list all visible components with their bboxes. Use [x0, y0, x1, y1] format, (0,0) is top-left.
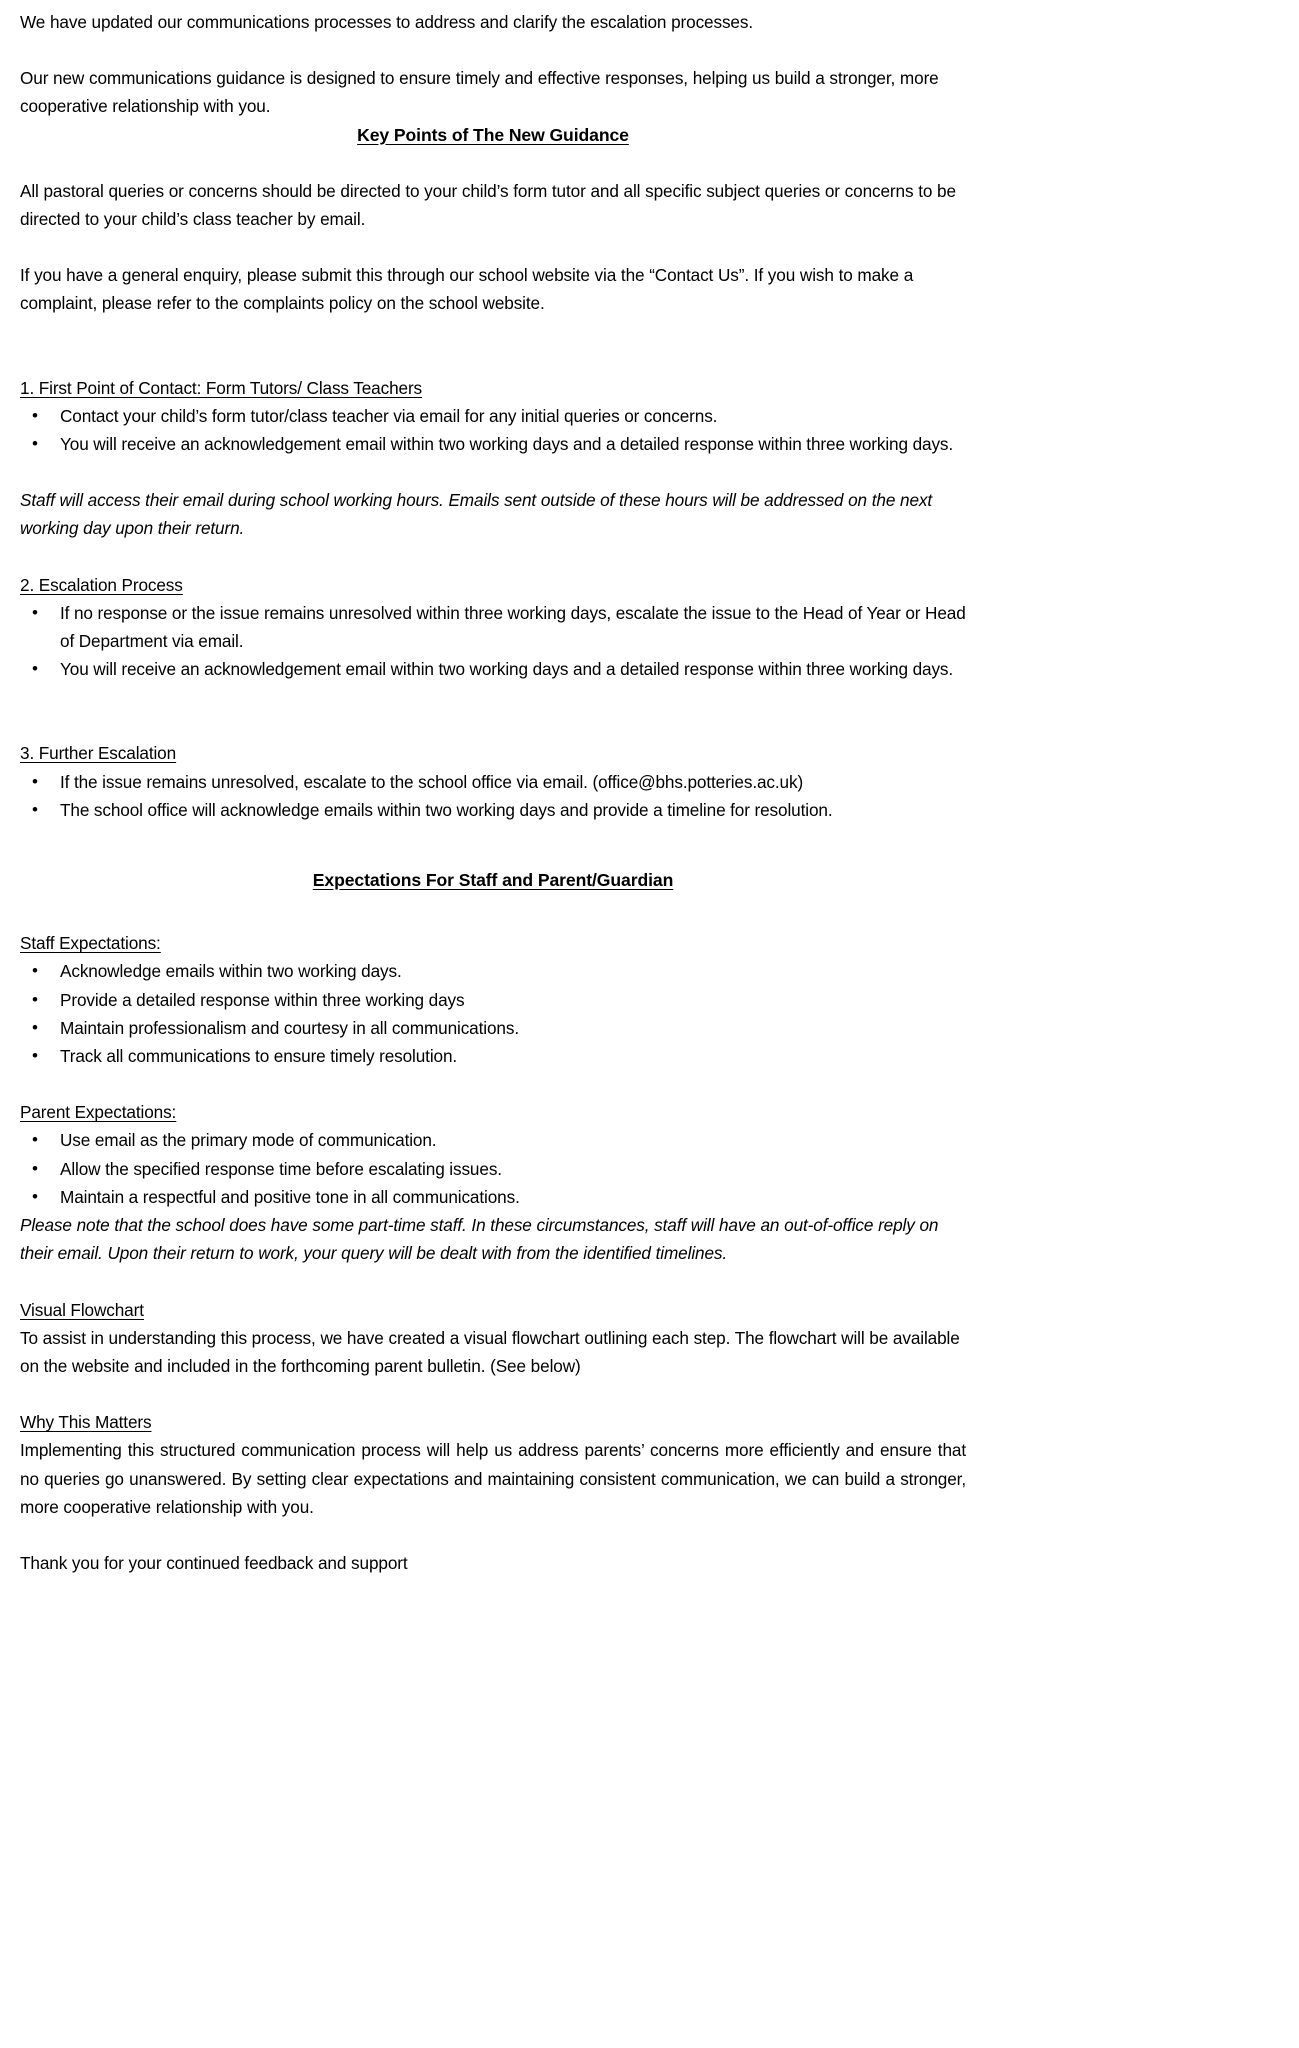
list-item-text: Allow the specified response time before escalating issues. — [60, 1158, 502, 1179]
spacer — [20, 1380, 966, 1408]
section-heading-staff-expectations-label: Staff Expectations: — [20, 933, 161, 954]
list-item-text: If the issue remains unresolved, escalate to the school office via email. (office@bhs.potteries.ac.uk) — [60, 771, 804, 792]
heading-key-points: Key Points of The New Guidance — [357, 124, 629, 145]
section3-bullet-list — [20, 768, 966, 824]
list-item — [32, 957, 966, 985]
intro-paragraph-1: We have updated our communications processes to address and clarify the escalation processes. — [20, 12, 754, 32]
list-item-text: You will receive an acknowledgement email within two working days and a detailed response within three working days. — [60, 434, 954, 455]
section-heading-why-this-matters — [20, 1408, 966, 1436]
bullet-icon: • — [32, 771, 38, 791]
bullet-icon: • — [32, 1046, 38, 1066]
list-item-text: Maintain a respectful and positive tone in all communications. — [60, 1186, 520, 1207]
spacer — [20, 683, 966, 725]
parent-expectations-bullet-list — [20, 1126, 966, 1211]
section-heading-first-point-of-contact-label: 1. First Point of Contact: Form Tutors/ Class Teachers — [20, 377, 423, 398]
list-item-text: Acknowledge emails within two working days. — [60, 961, 402, 982]
list-item — [32, 1183, 966, 1211]
spacer — [20, 824, 966, 852]
list-item — [32, 1042, 966, 1070]
paragraph-pastoral-queries: All pastoral queries or concerns should be directed to your child’s form tutor and all specific subject queries or concerns to be directed to your child’s class teacher by email. — [20, 180, 956, 230]
spacer — [20, 233, 966, 261]
bullet-icon: • — [32, 405, 38, 425]
paragraph-part-time-staff-note: Please note that the school does have some part-time staff. In these circumstances, staff will have an out-of-office reply on their email. Upon their return to work, your query will be dealt with from the identified timelines. — [20, 1215, 939, 1264]
intro-paragraph-2: Our new communications guidance is designed to ensure timely and effective responses, helping us build a stronger, more cooperative relationship with you. — [20, 68, 939, 117]
section-heading-parent-expectations — [20, 1098, 966, 1126]
list-item — [32, 768, 966, 796]
spacer — [20, 318, 966, 360]
bullet-icon: • — [32, 434, 38, 454]
section2-bullet-list — [20, 599, 966, 684]
spacer — [20, 543, 966, 571]
list-item — [32, 430, 966, 458]
section-heading-why-this-matters-label: Why This Matters — [20, 1412, 152, 1433]
list-item — [32, 1014, 966, 1042]
staff-expectations-bullet-list — [20, 957, 966, 1070]
section-heading-further-escalation-label: 3. Further Escalation — [20, 743, 177, 764]
list-item — [32, 599, 966, 655]
spacer — [20, 458, 966, 486]
paragraph-why-this-matters: Implementing this structured communication process will help us address parents’ concerns more efficiently and ensure that no queries go unanswered. By setting clear expectations and maintaining consistent communication, we can build a stronger, more cooperative relationship with you. — [20, 1440, 966, 1517]
section-heading-escalation-process — [20, 571, 966, 599]
spacer — [20, 149, 966, 177]
bullet-icon: • — [32, 961, 38, 981]
list-item-text: Provide a detailed response within three working days — [60, 989, 465, 1010]
document-content — [20, 8, 966, 1577]
bullet-icon: • — [32, 1186, 38, 1206]
list-item-text: Track all communications to ensure timely resolution. — [60, 1046, 458, 1067]
list-item-text: Contact your child’s form tutor/class teacher via email for any initial queries or concerns. — [60, 405, 718, 426]
paragraph-general-enquiry: If you have a general enquiry, please submit this through our school website via the “Contact Us”. If you wish to make a complaint, please refer to the complaints policy on the school website. — [20, 265, 914, 314]
section1-bullet-list — [20, 402, 966, 458]
spacer — [20, 1070, 966, 1098]
section-heading-first-point-of-contact — [20, 374, 966, 402]
list-item-text: If no response or the issue remains unresolved within three working days, escalate the issue to the Head of Year or Head of Department via email. — [60, 602, 966, 652]
list-item-text: Maintain professionalism and courtesy in all communications. — [60, 1017, 519, 1038]
paragraph-closing: Thank you for your continued feedback and support — [20, 1552, 408, 1573]
bullet-icon: • — [32, 989, 38, 1009]
section-heading-visual-flowchart — [20, 1296, 966, 1324]
list-item — [32, 986, 966, 1014]
list-item-text: The school office will acknowledge emails within two working days and provide a timeline for resolution. — [60, 799, 833, 820]
spacer — [20, 36, 966, 64]
section-heading-staff-expectations — [20, 929, 966, 957]
bullet-icon: • — [32, 1158, 38, 1178]
list-item-text: Use email as the primary mode of communication. — [60, 1130, 437, 1151]
bullet-icon: • — [32, 1130, 38, 1150]
section-heading-parent-expectations-label: Parent Expectations: — [20, 1102, 177, 1123]
list-item — [32, 402, 966, 430]
list-item-text: You will receive an acknowledgement email within two working days and a detailed response within three working days. — [60, 659, 954, 680]
list-item — [32, 1155, 966, 1183]
bullet-icon: • — [32, 602, 38, 622]
section-heading-escalation-process-label: 2. Escalation Process — [20, 574, 183, 595]
spacer — [20, 922, 966, 929]
section-heading-further-escalation — [20, 739, 966, 767]
bullet-icon: • — [32, 659, 38, 679]
paragraph-visual-flowchart: To assist in understanding this process, we have created a visual flowchart outlining each step. The flowchart will be available on the website and included in the forthcoming parent bulletin. (See below) — [20, 1327, 960, 1376]
heading-expectations: Expectations For Staff and Parent/Guardian — [312, 870, 674, 891]
bullet-icon: • — [32, 1017, 38, 1037]
list-item — [32, 655, 966, 683]
spacer — [20, 360, 966, 374]
paragraph-staff-email-hours-note: Staff will access their email during school working hours. Emails sent outside of these hours will be addressed on the next working day upon their return. — [20, 490, 933, 539]
spacer — [20, 1268, 966, 1296]
spacer — [20, 894, 966, 922]
spacer — [20, 1521, 966, 1549]
spacer — [20, 725, 966, 739]
list-item — [32, 1126, 966, 1154]
section-heading-visual-flowchart-label: Visual Flowchart — [20, 1299, 144, 1320]
bullet-icon: • — [32, 799, 38, 819]
spacer — [20, 852, 966, 866]
list-item — [32, 796, 966, 824]
